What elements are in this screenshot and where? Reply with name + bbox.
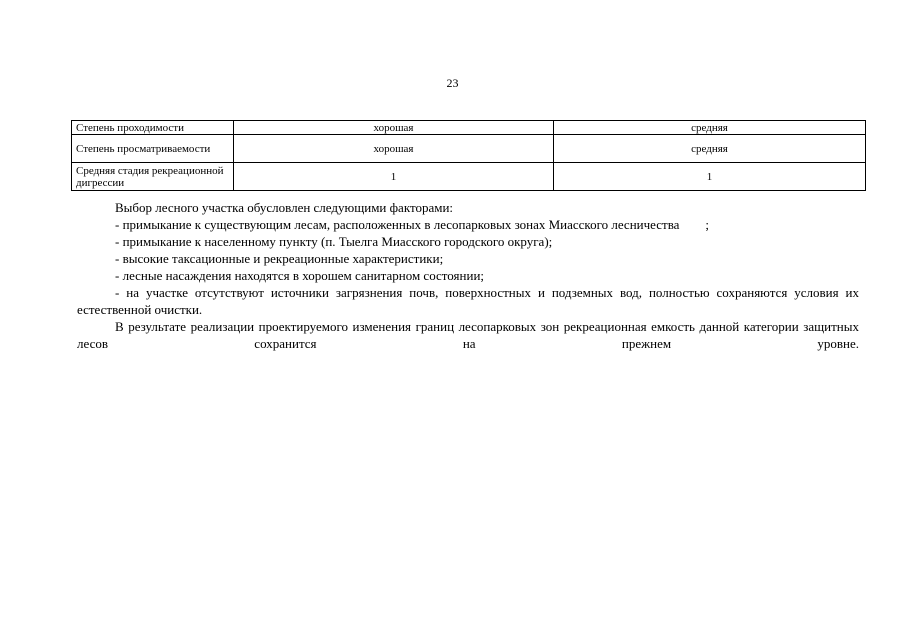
factor-item: - на участке отсутствуют источники загрязнения почв, поверхностных и подземных вод, полностью сохраняются условия их естественной очистки.: [77, 285, 859, 317]
table-cell: хорошая: [234, 121, 554, 135]
factor-item: - высокие таксационные и рекреационные характеристики;: [115, 251, 444, 266]
table-row: [72, 163, 866, 191]
page-number: 23: [446, 76, 459, 90]
table-cell: 1: [554, 163, 866, 191]
document-body: [77, 199, 859, 352]
conclusion-paragraph: В результате реализации проектируемого изменения границ лесопарковых зон рекреационная емкость данной категории защитных лесов сохранится на прежнем уровне.: [77, 319, 859, 351]
table-row: [72, 135, 866, 163]
table-row: [72, 121, 866, 135]
table-row-label: Степень проходимости: [72, 121, 234, 135]
factor-item: - примыкание к существующим лесам, расположенных в лесопарковых зонах Миасского лесничества ;: [115, 217, 710, 232]
table-row-label: Средняя стадия рекреационной дигрессии: [72, 163, 234, 191]
characteristics-table: [71, 120, 866, 191]
table-cell: 1: [234, 163, 554, 191]
table-cell: средняя: [554, 121, 866, 135]
table-cell: средняя: [554, 135, 866, 163]
factor-item: - лесные насаждения находятся в хорошем санитарном состоянии;: [115, 268, 485, 283]
table-cell: хорошая: [234, 135, 554, 163]
intro-paragraph: Выбор лесного участка обусловлен следующими факторами:: [115, 200, 454, 215]
table-row-label: Степень просматриваемости: [72, 135, 234, 163]
factor-item: - примыкание к населенному пункту (п. Тыелга Миасского городского округа);: [115, 234, 553, 249]
